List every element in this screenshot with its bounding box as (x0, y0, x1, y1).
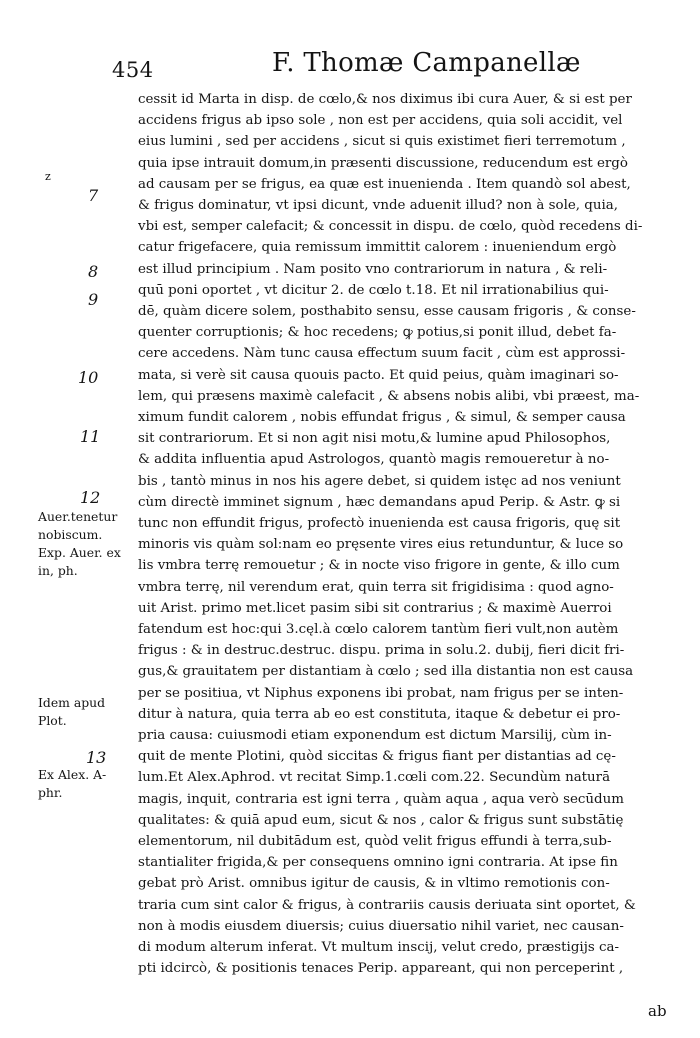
body-line: vmbra terrę, nil verendum erat, quin terra sit frigidisima : quod agno- (138, 579, 614, 595)
page-number: 454 (112, 58, 154, 82)
body-line: per se positiua, vt Niphus exponens ibi probat, nam frigus per se inten- (138, 685, 624, 701)
body-line: sit contrariorum. Et si non agit nisi motu,& lumine apud Philosophos, (138, 431, 611, 447)
body-line: bis , tantò minus in nos his agere debet, si quidem istęc ad nos veniunt (138, 473, 621, 489)
body-line: vbi est, semper calefacit; & concessit in dispu. de cœlo, quòd recedens di- (138, 219, 643, 235)
body-line: cessit id Marta in disp. de cœlo,& nos diximus ibi cura Auer, & si est per (138, 92, 632, 107)
body-line: ditur à natura, quia terra ab eo est constituta, itaque & debetur ei pro- (138, 706, 621, 722)
body-line: quū poni oportet , vt dicitur 2. de cœlo t.18. Et nil irrationabilius qui- (138, 282, 609, 298)
margin-number-13: 13 (86, 748, 107, 767)
body-line: cùm directè imminet signum , hæc demandans apud Perip. & Astr. ꝙ si (138, 494, 621, 510)
body-line: accidens frigus ab ipso sole , non est per accidens, quia soli accidit, vel (138, 113, 623, 129)
body-line: ad causam per se frigus, ea quæ est inuenienda . Item quandò sol abest, (138, 176, 631, 192)
body-line: ximum fundit calorem , nobis effundat frigus , & simul, & semper causa (138, 410, 626, 425)
body-line: minoris vis quàm sol:nam eo pręsente vires eius retunduntur, & luce so (138, 537, 624, 553)
body-line: di modum alterum inferat. Vt multum inscij, velut credo, præstigijs ca- (138, 940, 619, 955)
running-head: F. Thomæ Campanellæ (272, 48, 581, 78)
margin-number-9: 9 (88, 290, 99, 309)
body-line: quit de mente Plotini, quòd siccitas & frigus fiant per distantias ad cę- (138, 749, 616, 765)
body-line: traria cum sint calor & frigus, à contrariis causis deriuata sint oportet, & (138, 897, 636, 913)
body-line: gebat prò Arist. omnibus igitur de causis, & in vltimo remotionis con- (138, 876, 610, 892)
body-line: quenter corruptionis; & hoc recedens; ꝙ potius,si ponit illud, debet fa- (138, 325, 617, 341)
margin-number-8: 8 (88, 262, 99, 281)
margin-mark: z (45, 170, 51, 183)
body-line: lum.Et Alex.Aphrod. vt recitat Simp.1.cœli com.22. Secundùm naturā (138, 770, 611, 786)
margin-note-plot: Idem apud Plot. (38, 695, 106, 728)
body-line: quia ipse intrauit domum,in præsenti discussione, reducendum est ergò (138, 155, 628, 171)
margin-number-10: 10 (78, 368, 99, 387)
body-line: magis, inquit, contraria est igni terra , quàm aqua , aqua verò secūdum (138, 791, 624, 807)
body-line: non à modis eiusdem diuersis; cuius diuersatio nihil variet, nec causan- (138, 918, 624, 934)
body-line: mata, si verè sit causa quouis pacto. Et quid peius, quàm imaginari so- (138, 367, 619, 383)
margin-number-7: 7 (88, 186, 99, 205)
body-line: qualitates: & quiā apud eum, sicut & nos , calor & frigus sunt substātię (138, 812, 624, 828)
body-line: frigus : & in destruc.destruc. dispu. prima in solu.2. dubij, fieri dicit fri- (138, 643, 625, 659)
catchword: ab (648, 1002, 667, 1020)
body-line: & addita influentia apud Astrologos, quantò magis remoueretur à no- (138, 452, 610, 468)
margin-number-12: 12 (80, 488, 101, 507)
body-line: stantialiter frigida,& per consequens omnino igni contraria. At ipse fin (138, 855, 618, 871)
margin-number-11: 11 (80, 427, 101, 446)
body-line: tunc non effundit frigus, profectò inuenienda est causa frigoris, quę sit (138, 516, 621, 531)
margin-note-alex: Ex Alex. A- phr. (38, 767, 107, 800)
body-line: est illud principium . Nam posito vno contrariorum in natura , & reli- (138, 261, 608, 277)
body-line: pria causa: cuiusmodi etiam exponendum est dictum Marsilij, cùm in- (138, 728, 612, 743)
body-line: cere accedens. Nàm tunc causa effectum suum facit , cùm est approssi- (138, 346, 626, 362)
body-line: lis vmbra terrę remouetur ; & in nocte viso frigore in gente, & illo cum (138, 558, 620, 574)
body-line: eius lumini , sed per accidens , sicut si quis existimet fieri terremotum , (138, 134, 626, 150)
body-line: dē, quàm dicere solem, posthabito sensu, esse causam frigoris , & conse- (138, 304, 636, 319)
body-line: lem, qui præsens maximè calefacit , & absens nobis alibi, vbi præest, ma- (138, 388, 640, 404)
body-line: gus,& grauitatem per distantiam à cœlo ; sed illa distantia non est causa (138, 664, 634, 680)
body-line: fatendum est hoc:qui 3.cęl.à cœlo calorem tantùm fieri vult,non autèm (138, 622, 619, 637)
body-line: uit Arist. primo met.licet pasim sibi sit contrarius ; & maximè Auerroi (138, 600, 612, 616)
body-line: elementorum, nil dubitādum est, quòd velit frigus effundi à terra,sub- (138, 834, 612, 849)
body-line: & frigus dominatur, vt ipsi dicunt, vnde aduenit illud? non à sole, quia, (138, 198, 619, 213)
body-line: pti idcircò, & positionis tenaces Perip. appareant, qui non perceperint , (138, 961, 624, 977)
margin-note-auer: Auer.tenetur nobiscum. Exp. Auer. ex in, ph. (38, 509, 121, 578)
body-line: catur frigefacere, quia remissum immittit calorem : inueniendum ergò (138, 240, 617, 256)
